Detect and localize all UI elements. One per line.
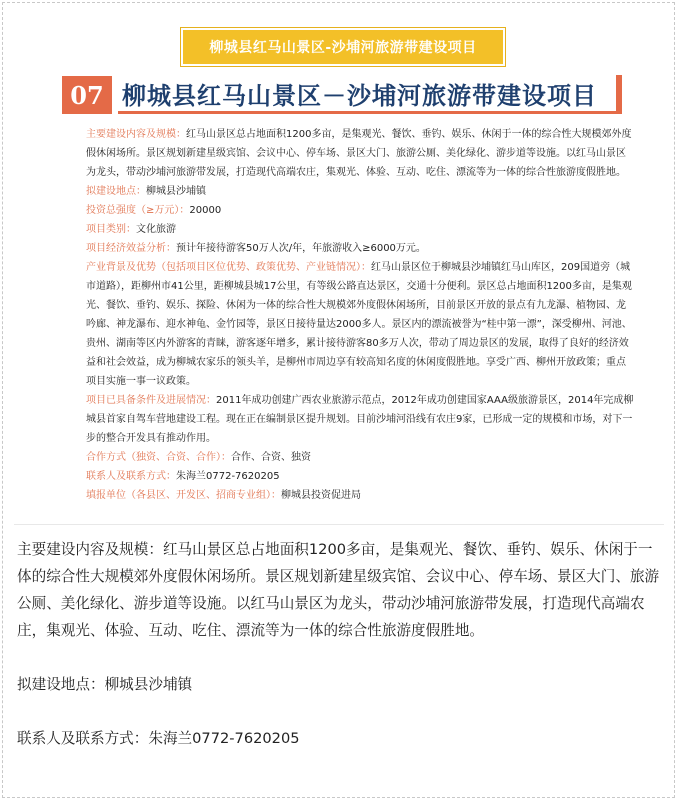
detail-background-label: 产业背景及优势（包括项目区位优势、政策优势、产业链情况）： — [86, 262, 371, 273]
detail-main — [86, 125, 634, 182]
detail-contact-label: 联系人及联系方式： — [86, 471, 176, 482]
section-divider — [14, 524, 664, 525]
detail-background-text: 红马山景区位于柳城县沙埔镇红马山库区，209国道旁（城市道路），距柳州市41公里，距柳城县城17公里，有等级公路直达景区，交通十分便利。景区总占地面积1200多亩，是集观光、餐饮、垂钓、娱乐、探险、休闲为一体的综合性大规模郊外度假休闲场所，目前景区开放的景点有九龙瀑、植物园、龙吟廊、神龙瀑布、迎水神龟、金竹园等，景区日接待量达2000多人。景区内的漂流被誉为“桂中第一漂”，深受柳州、河池、贵州、湖南等区内外游客的青睐，游客逐年增多，累计接待游客80多万人次，带动了周边景区的发展，取得了良好的经济效益和社会效益，成为柳城农家乐的领头羊，是柳州市周边享有较高知名度的休闲度假胜地。享受广西、柳州开放政策；重点项目实施一事一议政策。 — [86, 262, 632, 387]
detail-conditions-text: 2011年成功创建广西农业旅游示范点，2012年成功创建国家AAA级旅游景区，2014年完成柳城县首家自驾车营地建设工程。现在正在编制景区提升规划。目前沙埔河沿线有农庄9家，已形成一定的规模和市场，对下一步的整合开发具有推动作用。 — [86, 395, 634, 444]
detail-category-value: 文化旅游 — [136, 224, 176, 235]
detail-cooperation — [86, 448, 634, 467]
banner-title: 柳城县红马山景区-沙埔河旅游带建设项目 — [209, 40, 477, 56]
project-heading — [62, 76, 622, 114]
detail-background — [86, 258, 634, 391]
detail-unit-label: 填报单位（各县区、开发区、招商专业组）： — [86, 490, 281, 501]
title-banner — [181, 28, 505, 66]
body-main-paragraph: 主要建设内容及规模：红马山景区总占地面积1200多亩，是集观光、餐饮、垂钓、娱乐、休闲于一体的综合性大规模郊外度假休闲场所。景区规划新建星级宾馆、会议中心、停车场、景区大门、旅游公厕、美化绿化、游步道等设施。以红马山景区为龙头，带动沙埔河旅游带发展，打造现代高端农庄，集观光、体验、互动、吃住、漂流等为一体的综合性旅游度假胜地。 — [17, 541, 660, 639]
project-title-box — [118, 76, 622, 114]
detail-contact-value: 朱海兰0772-7620205 — [176, 471, 280, 482]
detail-benefit-value: 预计年接待游客50万人次/年，年旅游收入≥6000万元。 — [176, 243, 426, 254]
paragraph-gap — [17, 698, 665, 725]
detail-location — [86, 182, 634, 201]
article-body — [17, 536, 665, 752]
detail-cooperation-label: 合作方式（独资、合资、合作）： — [86, 452, 231, 463]
detail-unit — [86, 486, 634, 505]
detail-benefit-label: 项目经济效益分析： — [86, 243, 176, 254]
detail-investment-label: 投资总强度（≥万元）： — [86, 205, 190, 216]
body-contact-paragraph: 联系人及联系方式：朱海兰0772-7620205 — [17, 730, 300, 747]
detail-unit-value: 柳城县投资促进局 — [281, 490, 361, 501]
detail-investment-value: 20000 — [189, 205, 222, 216]
body-location-paragraph: 拟建设地点：柳城县沙埔镇 — [17, 676, 193, 693]
project-details — [86, 125, 634, 505]
detail-category — [86, 220, 634, 239]
detail-location-value: 柳城县沙埔镇 — [146, 186, 206, 197]
detail-main-text: 红马山景区总占地面积1200多亩，是集观光、餐饮、垂钓、娱乐、休闲于一体的综合性大规模郊外度假休闲场所。景区规划新建星级宾馆、会议中心、停车场、景区大门、旅游公厕、美化绿化、游步道等设施。以红马山景区为龙头，带动沙埔河旅游带发展，打造现代高端农庄，集观光、体验、互动、吃住、漂流等为一体的综合性旅游度假胜地。 — [86, 129, 632, 178]
detail-benefit — [86, 239, 634, 258]
detail-conditions-label: 项目已具备条件及进展情况： — [86, 395, 216, 406]
detail-conditions — [86, 391, 634, 448]
title-accent-bar — [616, 75, 622, 113]
paragraph-gap — [17, 644, 665, 671]
detail-contact — [86, 467, 634, 486]
project-number: 07 — [62, 76, 112, 114]
detail-main-label: 主要建设内容及规模： — [86, 129, 186, 140]
project-title: 柳城县红马山景区－沙埔河旅游带建设项目 — [122, 82, 597, 110]
detail-location-label: 拟建设地点： — [86, 186, 146, 197]
detail-investment — [86, 201, 634, 220]
detail-category-label: 项目类别： — [86, 224, 136, 235]
detail-cooperation-value: 合作、合资、独资 — [231, 452, 311, 463]
